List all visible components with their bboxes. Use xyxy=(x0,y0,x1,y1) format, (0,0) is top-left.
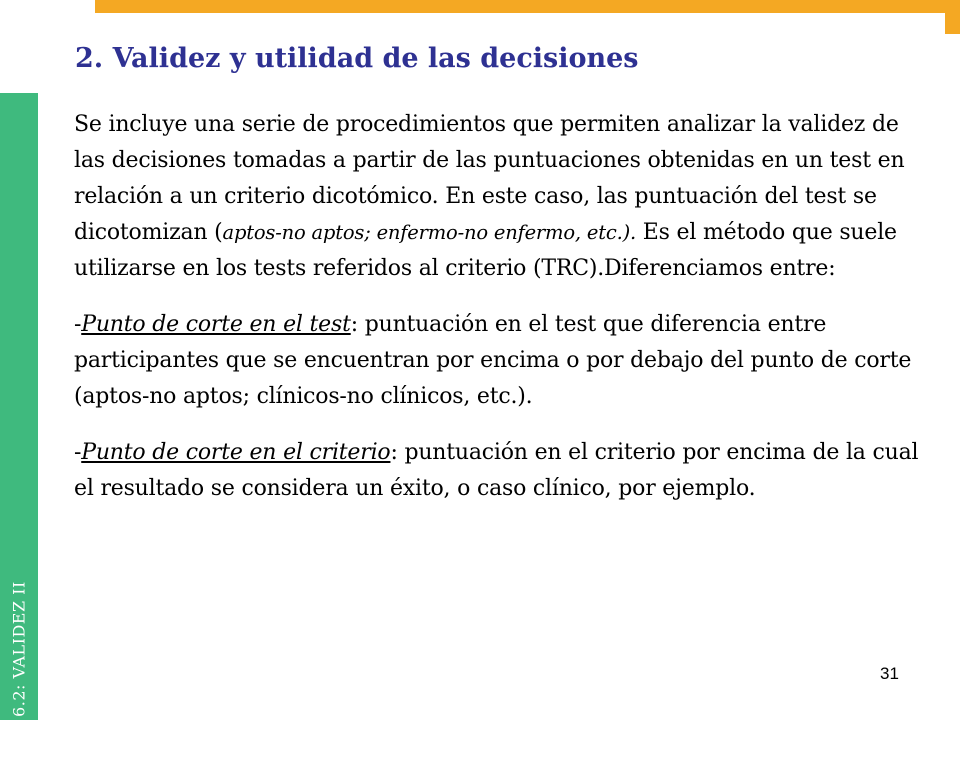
definition-test-cutoff xyxy=(74,307,924,415)
definition-text: : puntuación en el criterio por encima de la cual el resultado se considera un éxito, o caso clínico, por ejemplo. xyxy=(74,440,919,501)
top-decorative-bar xyxy=(95,0,945,13)
side-decorative-bar xyxy=(0,93,38,775)
definition-term: Punto de corte en el test xyxy=(81,312,351,337)
top-right-accent xyxy=(945,0,960,34)
definition-criterion-cutoff xyxy=(74,435,924,507)
side-topic-label: TEMA 6.2: VALIDEZ II xyxy=(9,581,29,775)
intro-text-after: Es el método que suele utilizarse en los tests referidos al criterio (TRC).Diferenciamos entre: xyxy=(74,220,897,281)
intro-example-text: aptos-no aptos; enfermo-no enfermo, etc.). xyxy=(222,221,636,244)
definition-text: : puntuación en el test que diferencia entre participantes que se encuentran por encima o por debajo del punto de corte (aptos-no aptos; clínicos-no clínicos, etc.). xyxy=(74,312,912,409)
intro-text-before: Se incluye una serie de procedimientos que permiten analizar la validez de las decisiones tomadas a partir de las puntuaciones obtenidas en un test en relación a un criterio dicotómico. En este caso, las puntuación del test se dicotomizan ( xyxy=(74,112,905,245)
slide-title: 2. Validez y utilidad de las decisiones xyxy=(75,43,639,74)
definition-prefix: - xyxy=(74,312,82,337)
page-number: 31 xyxy=(880,664,899,683)
definition-prefix: - xyxy=(74,440,82,465)
slide-content xyxy=(74,107,924,507)
definition-term: Punto de corte en el criterio xyxy=(81,440,391,465)
intro-paragraph xyxy=(74,107,924,287)
